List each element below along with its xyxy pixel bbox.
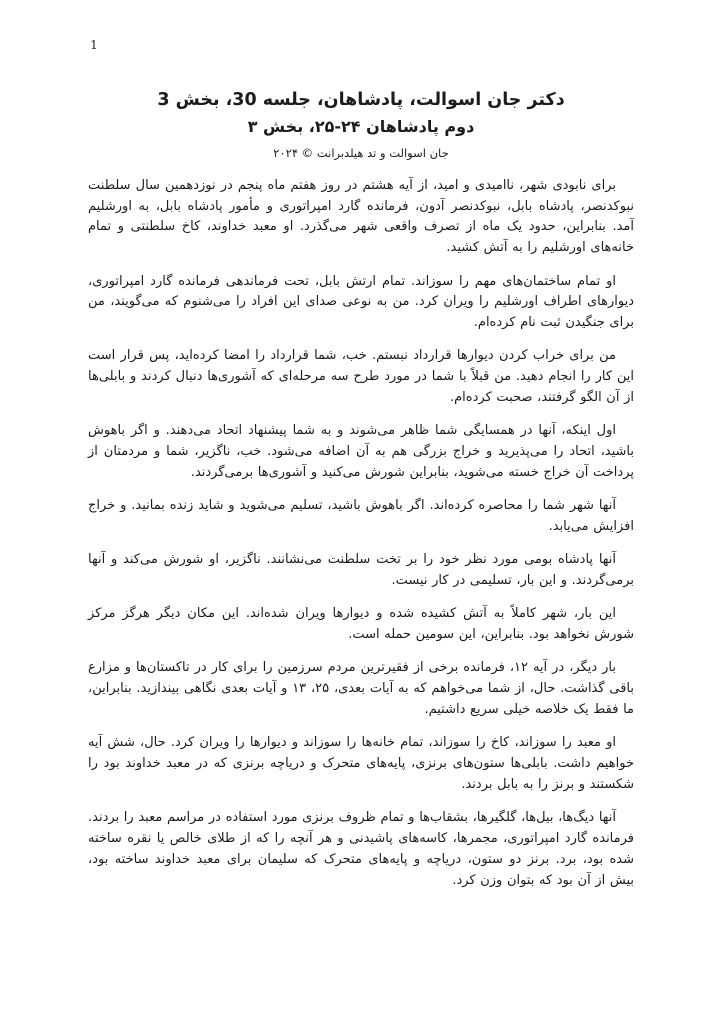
- paragraph-8: بار دیگر، در آیه ۱۲، فرمانده برخی از فقیرترین مردم سرزمین را برای کار در تاکستان‌ها و مزارع باقی گذاشت. حال، از شما می‌خواهم که به آیات بعدی، ۲۵، ۱۳ و آیات بعدی نگاهی بیندازید. بنابراین، ما فقط یک خلاصه خیلی سریع داشتیم.: [88, 660, 634, 718]
- paragraph-4: اول اینکه، آنها در همسایگی شما ظاهر می‌شوند و به شما پیشنهاد اتحاد می‌دهند. و اگر باهوش باشید، اتحاد را می‌پذیرید و خراج بزرگی هم به آن اضافه می‌شود. خب، ناگزیر، شما و مردمتان از پرداخت آن خراج خسته می‌شوید، بنابراین شورش می‌کنید و آشوری‌ها برمی‌گردند.: [88, 423, 634, 480]
- paragraph-1: برای نابودی شهر، ناامیدی و امید، از آیه هشتم در روز هفتم ماه پنجم در نوزدهمین سال سلطنت نبوکدنصر، پادشاه بابل، نبوکدنصر آدون، فرمانده گارد امپراتوری و مأمور پادشاه بابل، به اورشلیم آمد. بنابراین، حدود یک ماه از تصرف واقعی شهر می‌گذرد. او معبد خداوند، کاخ سلطنتی و تمام خانه‌های اورشلیم را به آتش کشید.: [88, 177, 634, 256]
- document-byline: جان اسوالت و تد هیلدبرانت © ۲۰۲۴: [273, 145, 449, 160]
- paragraph-10: آنها دیگ‌ها، بیل‌ها، گلگیرها، بشقاب‌ها و تمام ظروف برنزی مورد استفاده در مراسم معبد را بردند. فرمانده گارد امپراتوری، مجمرها، کاسه‌های پاشیدنی و هر آنچه را که از طلای خالص یا نقره ساخته شده بود، برد. برنز دو ستون، دریاچه و پایه‌های متحرک که سلیمان برای معبد خداوند ساخته بود، بیش از آن بود که بتوان وزن کرد.: [88, 810, 634, 888]
- paragraph-2: او تمام ساختمان‌های مهم را سوزاند. تمام ارتش بابل، تحت فرماندهی فرمانده گارد امپراتوری، دیوارهای اطراف اورشلیم را ویران کرد. من به نوعی صدای این افراد را می‌شنوم که می‌گویند، من برای جنگیدن ثبت نام کرده‌ام.: [88, 273, 634, 331]
- page-number: 1: [90, 38, 98, 52]
- paragraph-6: آنها پادشاه بومی مورد نظر خود را بر تخت سلطنت می‌نشانند. ناگزیر، او شورش می‌کند و آنها برمی‌گردند. و این بار، تسلیمی در کار نیست.: [88, 552, 634, 589]
- document-header: [88, 88, 634, 162]
- document-body: [88, 176, 634, 892]
- paragraph-3: من برای خراب کردن دیوارها قرارداد نبستم. خب، شما قرارداد را امضا کرده‌اید، پس قرار است این کار را انجام دهید. من قبلاً با شما در مورد طرح سه مرحله‌ای که آشوری‌ها دنبال کردند و بابلی‌ها از آن الگو گرفتند، صحبت کرده‌ام.: [88, 348, 634, 405]
- document-title-line2: دوم پادشاهان ۲۴-۲۵، بخش ۳: [247, 117, 475, 137]
- paragraph-5: آنها شهر شما را محاصره کرده‌اند. اگر باهوش باشید، تسلیم می‌شوید و شاید زنده بمانید. و خراج افزایش می‌یابد.: [88, 498, 634, 534]
- paragraph-7: این بار، شهر کاملاً به آتش کشیده شده و دیوارها ویران شده‌اند. این مکان دیگر هرگز مرکز شورش نخواهد بود. بنابراین، این سومین حمله است.: [88, 606, 634, 643]
- document-title-line1: دکتر جان اسوالت، پادشاهان، جلسه 30، بخش 3: [157, 90, 565, 110]
- paragraph-9: او معبد را سوزاند، کاخ را سوزاند، تمام خانه‌ها را سوزاند و دیوارها را ویران کرد. حال، شش آیه خواهیم داشت. بابلی‌ها ستون‌های برنزی، پایه‌های متحرک و دریاچه برنزی که در معبد خداوند بود را شکستند و برنز را به بابل بردند.: [88, 735, 634, 792]
